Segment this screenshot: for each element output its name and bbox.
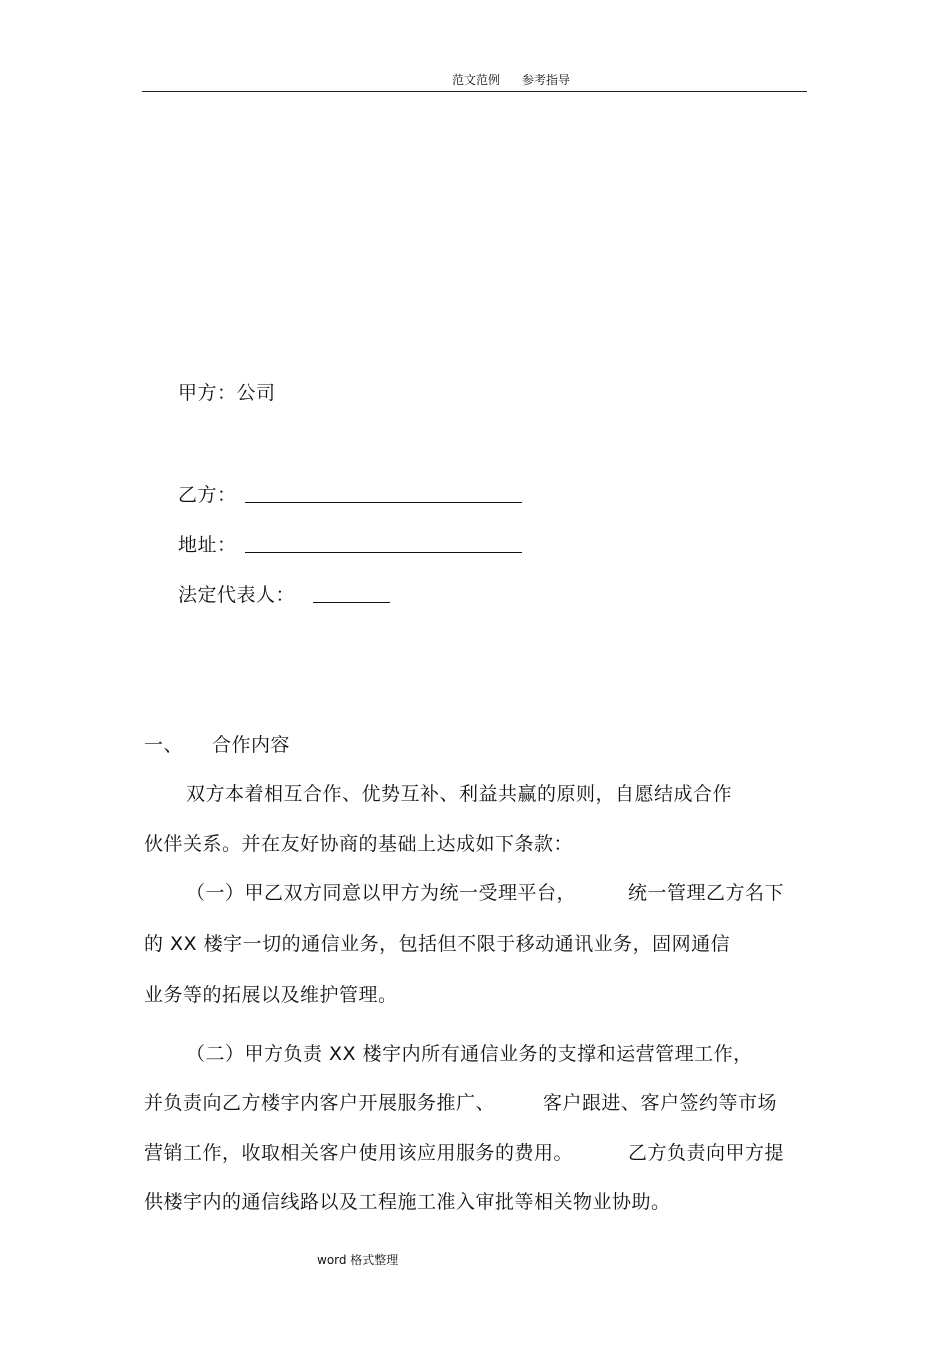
clause2-line-2b: 客户跟进、客户签约等市场 (543, 1092, 778, 1114)
clause2-line-1: （二）甲方负责 XX 楼宇内所有通信业务的支撑和运营管理工作， (186, 1043, 753, 1065)
header-rule (142, 91, 807, 92)
section-number: 一、 (144, 734, 184, 756)
clause2-line-3b: 乙方负责向甲方提 (628, 1142, 785, 1164)
intro-line-2: 伙伴关系。并在友好协商的基础上达成如下条款： (144, 833, 574, 855)
clause1-line-3: 业务等的拓展以及维护管理。 (144, 984, 398, 1006)
clause1-line-1a: （一）甲乙双方同意以甲方为统一受理平台， (186, 882, 577, 904)
party-a-line: 甲方：公司 (178, 382, 276, 404)
clause2-line-2a: 并负责向乙方楼宇内客户开展服务推广、 (144, 1092, 496, 1114)
address-label: 地址： (178, 534, 237, 556)
clause1-line-2: 的 XX 楼宇一切的通信业务，包括但不限于移动通讯业务，固网通信 (144, 933, 731, 955)
party-b-blank-line (245, 502, 522, 503)
footer-text: word 格式整理 (317, 1253, 399, 1267)
section-title: 合作内容 (212, 734, 291, 756)
header-right-text: 参考指导 (522, 73, 571, 87)
legal-rep-blank-line (313, 602, 390, 603)
header-left-text: 范文范例 (452, 73, 501, 87)
legal-rep-label: 法定代表人： (178, 584, 296, 606)
clause1-line-1b: 统一管理乙方名下 (628, 882, 785, 904)
party-b-label: 乙方： (178, 484, 237, 506)
clause2-line-4: 供楼宇内的通信线路以及工程施工准入审批等相关物业协助。 (144, 1191, 671, 1213)
intro-line-1: 双方本着相互合作、优势互补、利益共赢的原则，自愿结成合作 (186, 783, 733, 805)
address-blank-line (245, 552, 522, 553)
clause2-line-3a: 营销工作，收取相关客户使用该应用服务的费用。 (144, 1142, 574, 1164)
